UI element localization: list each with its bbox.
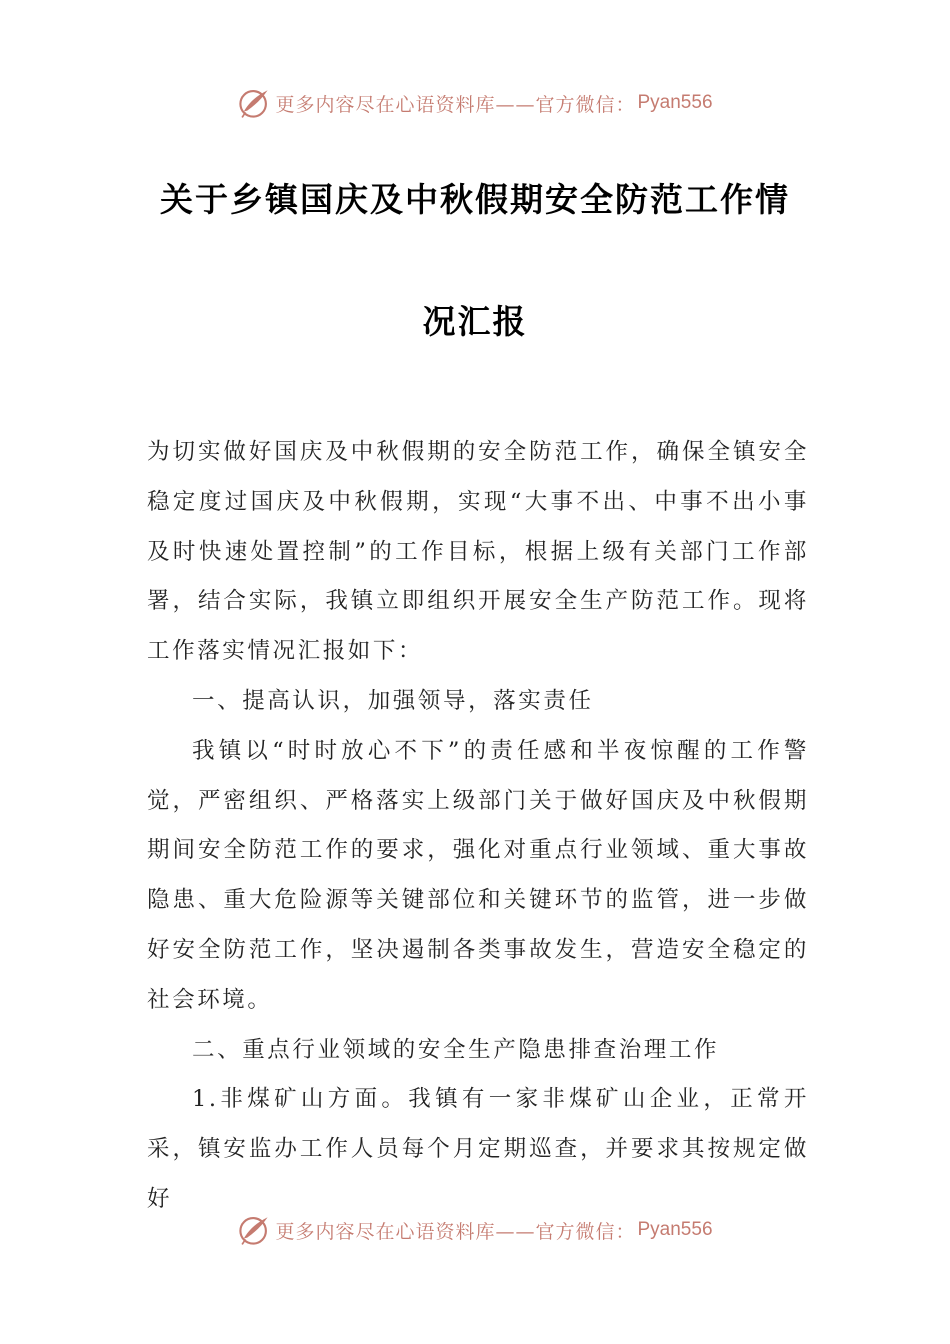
document-title-line-1: 关于乡镇国庆及中秋假期安全防范工作情 [160, 180, 790, 219]
watermark-text: 更多内容尽在心语资料库——官方微信： [275, 93, 636, 116]
watermark-banner-top [0, 83, 950, 123]
section-heading-1: 一、提高认识，加强领导，落实责任 [192, 687, 594, 714]
document-body [147, 428, 809, 1225]
watermark-wechat-id: Pyan556 [637, 92, 713, 113]
paragraph-mining: 1.非煤矿山方面。我镇有一家非煤矿山企业，正常开采，镇安监办工作人员每个月定期巡查，并要求其按规定做好 [147, 1086, 809, 1212]
paragraph-section-1: 我镇以“时时放心不下”的责任感和半夜惊醒的工作警觉，严密组织、严格落实上级部门关于做好国庆及中秋假期期间安全防范工作的要求，强化对重点行业领域、重大事故隐患、重大危险源等关键部位和关键环节的监管，进一步做好安全防范工作，坚决遏制各类事故发生，营造安全稳定的社会环境。 [147, 737, 809, 1013]
quill-logo-icon [237, 1213, 271, 1247]
quill-logo-icon [237, 86, 271, 120]
watermark-text: 更多内容尽在心语资料库——官方微信： [275, 1220, 636, 1243]
watermark-banner-bottom [0, 1210, 950, 1250]
paragraph-intro: 为切实做好国庆及中秋假期的安全防范工作，确保全镇安全稳定度过国庆及中秋假期，实现“大事不出、中事不出小事及时快速处置控制”的工作目标，根据上级有关部门工作部署，结合实际，我镇立即组织开展安全生产防范工作。现将工作落实情况汇报如下： [147, 439, 809, 665]
watermark-wechat-id: Pyan556 [637, 1219, 713, 1240]
document-title-line-2: 况汇报 [422, 302, 528, 341]
section-heading-2: 二、重点行业领域的安全生产隐患排查治理工作 [192, 1036, 720, 1063]
